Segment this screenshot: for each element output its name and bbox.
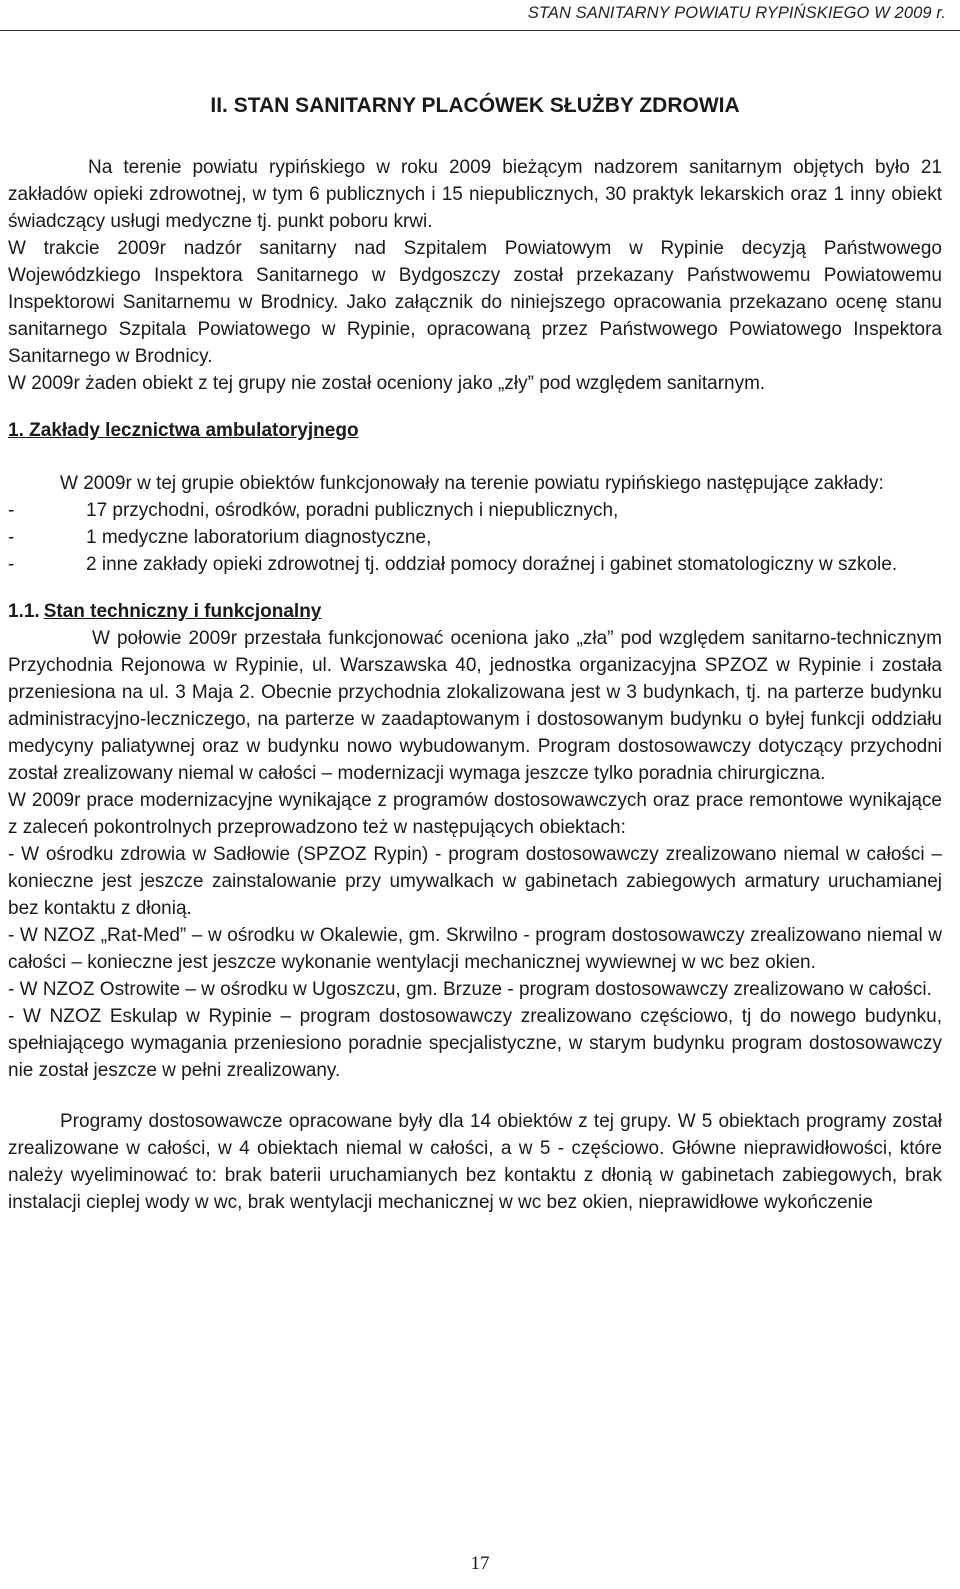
list-item	[8, 551, 942, 578]
list-item	[8, 524, 942, 551]
subsection-1-1-number: 1.1.	[8, 601, 40, 622]
list-dash: -	[8, 554, 15, 575]
header-rule	[0, 30, 960, 31]
paragraph-technical-1: W połowie 2009r przestała funkcjonować oceniona jako „zła” pod względem sanitarno-technicznym Przychodnia Rejonowa w Rypinie, ul. Warszawska 40, jednostka organizacyjna SPZOZ w Rypinie i została przeniesiona na ul. 3 Maja 2. Obecnie przychodnia zlokalizowana jest w 3 budynkach, tj. na parterze budynku administracyjno-leczniczego, na parterze w zaadaptowanym i dostosowanym budynku o byłej funkcji oddziału medycyny paliatywnej oraz w budynku nowo wybudowanym. Program dostosowawczy dotyczący przychodni został zrealizowany niemal w całości – modernizacji wymaga jeszcze tylko poradnia chirurgiczna.	[8, 628, 942, 784]
list-dash: -	[8, 527, 15, 548]
paragraph-intro-1: Na terenie powiatu rypińskiego w roku 2009 bieżącym nadzorem sanitarnym objętych było 21 zakładów opieki zdrowotnej, w tym 6 publicznych i 15 niepublicznych, 30 praktyk lekarskich oraz 1 inny obiekt świadczący usługi medyczne tj. punkt poboru krwi.	[8, 157, 942, 232]
list-item-text: 17 przychodni, ośrodków, poradni publicznych i niepublicznych,	[86, 500, 619, 521]
document-body	[8, 92, 942, 1216]
paragraph-technical-6: - W NZOZ Eskulap w Rypinie – program dostosowawczy zrealizowano częściowo, tj do nowego budynku, spełniającego wymagania przeniesiono poradnie specjalistyczne, w starym budynku program dostosowawczy nie został jeszcze w pełni zrealizowany.	[8, 1006, 942, 1081]
subsection-1-heading-text	[8, 420, 359, 441]
list-dash: -	[8, 500, 15, 521]
facility-list	[8, 497, 942, 578]
paragraph-technical-4: - W NZOZ „Rat-Med” – w ośrodku w Okalewie, gm. Skrwilno - program dostosowawczy zrealizowano niemal w całości – konieczne jest jeszcze wykonanie wentylacji mechanicznej wywiewnej w wc bez okien.	[8, 925, 942, 973]
subsection-1-title: Zakłady lecznictwa ambulatoryjnego	[29, 420, 359, 441]
list-item-text: 1 medyczne laboratorium diagnostyczne,	[86, 527, 432, 548]
subsection-1-1-title: Stan techniczny i funkcjonalny	[43, 601, 322, 622]
page-number: 17	[470, 1553, 490, 1574]
running-header: STAN SANITARNY POWIATU RYPIŃSKIEGO W 2009 r.	[527, 4, 946, 22]
section-title: II. STAN SANITARNY PLACÓWEK SŁUŻBY ZDROWIA	[210, 94, 740, 117]
paragraph-technical-3: - W ośrodku zdrowia w Sadłowie (SPZOZ Rypin) - program dostosowawczy zrealizowano niemal w całości – konieczne jest jeszcze zainstalowanie przy umywalkach w gabinetach zabiegowych armatury uruchamianej bez kontaktu z dłonią.	[8, 844, 942, 919]
paragraph-subsection-1: W 2009r w tej grupie obiektów funkcjonowały na terenie powiatu rypińskiego następujące zakłady:	[60, 473, 884, 494]
subsection-1-heading	[8, 417, 942, 444]
paragraph-technical-5: - W NZOZ Ostrowite – w ośrodku w Ugoszczu, gm. Brzuze - program dostosowawczy zrealizowano w całości.	[8, 979, 932, 1000]
paragraph-technical-2: W 2009r prace modernizacyjne wynikające z programów dostosowawczych oraz prace remontowe wynikające z zaleceń pokontrolnych przeprowadzono też w następujących obiektach:	[8, 790, 942, 838]
paragraph-intro-2: W trakcie 2009r nadzór sanitarny nad Szpitalem Powiatowym w Rypinie decyzją Państwowego Wojewódzkiego Inspektora Sanitarnego w Bydgoszczy został przekazany Państwowemu Powiatowemu Inspektorowi Sanitarnemu w Brodnicy. Jako załącznik do niniejszego opracowania przekazano ocenę stanu sanitarnego Szpitala Powiatowego w Rypinie, opracowaną przez Państwowego Powiatowego Inspektora Sanitarnego w Brodnicy.	[8, 238, 942, 367]
list-item	[8, 497, 942, 524]
subsection-1-number: 1.	[8, 420, 24, 441]
list-item-text: 2 inne zakłady opieki zdrowotnej tj. oddział pomocy doraźnej i gabinet stomatologiczny w szkole.	[86, 554, 898, 575]
subsection-1-1-heading	[8, 598, 942, 625]
paragraph-technical-7: Programy dostosowawcze opracowane były dla 14 obiektów z tej grupy. W 5 obiektach programy został zrealizowane w całości, w 4 obiektach niemal w całości, a w 5 - częściowo. Główne nieprawidłowości, które należy wyeliminować to: brak baterii uruchamianych bez kontaktu z dłonią w gabinetach zabiegowych, brak instalacji cieplej wody w wc, brak wentylacji mechanicznej w wc bez okien, nieprawidłowe wykończenie	[8, 1111, 942, 1213]
paragraph-intro-3: W 2009r żaden obiekt z tej grupy nie został oceniony jako „zły” pod względem sanitarnym.	[8, 373, 766, 394]
